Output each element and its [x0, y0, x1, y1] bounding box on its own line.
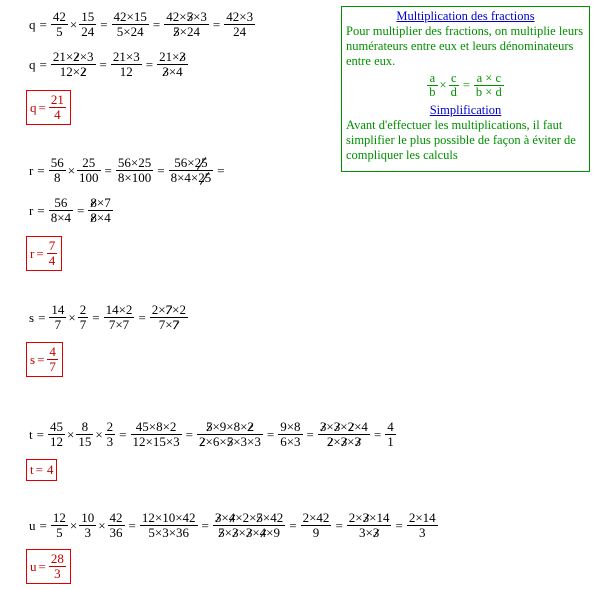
fraction: $\frac{4}{1}$ [387, 419, 394, 449]
q-result-box: q = $\frac{21}{4}$ [26, 90, 71, 125]
fraction: $\frac{15}{24}$ [81, 9, 95, 39]
fraction-cancelled: $\frac{8\times 7}{8\times 4}$ [90, 195, 111, 225]
fraction: $\frac{9\times 8}{6\times 3}$ [280, 419, 301, 449]
result-fraction: $\frac{21}{4}$ [50, 92, 64, 122]
t-line-1: t = $\frac{45}{12}$ × $\frac{8}{15}$ × $\frac{2}{3}$ = $\frac{45\times 8\times 2}{12\times 15\times 3}$ = $\frac{5\times 9\times 8\times 2}{2\times 6\times 5\times 3\times 3}$ = $\frac{9\times 8}{6\times 3}$ = $\frac{3\times 3\times 2\times 4}{2\times 3\times 3}$ = $\frac{4}{1}$ [29, 419, 394, 449]
fraction: $\frac{42}{5}$ [52, 9, 66, 39]
fraction-cancelled: $\frac{2\times 7\times 2}{7\times 7}$ [151, 302, 186, 332]
fraction-cancelled: $\frac{3\times 3\times 2\times 4}{2\times 3\times 3}$ [319, 419, 368, 449]
fraction-cancelled: $\frac{5\times 9\times 8\times 2}{2\times 6\times 5\times 3\times 3}$ [199, 419, 261, 449]
var-q: q [29, 17, 36, 32]
s-result-box: s = $\frac{4}{7}$ [26, 342, 63, 377]
fraction: $\frac{56}{8\times 4}$ [50, 195, 72, 225]
result-fraction: $\frac{7}{4}$ [48, 238, 56, 268]
q-line-1: q = $\frac{42}{5}$ × $\frac{15}{24}$ = $\frac{42\times 15}{5\times 24}$ = $\frac{42\times 5\times 3}{5\times 24}$ = $\frac{42\times 3}{24}$ [29, 9, 254, 39]
fraction: $\frac{21\times 3}{12}$ [112, 49, 140, 79]
multiplication-heading: Multiplication des fractions [396, 9, 535, 23]
fraction-cancelled: $\frac{56\times 25}{8\times 4\times 25}$ [170, 155, 212, 185]
fraction: $\frac{42\times 15}{5\times 24}$ [113, 9, 147, 39]
fraction-cancelled: $\frac{42\times 5\times 3}{5\times 24}$ [166, 9, 207, 39]
result-value: 4 [46, 462, 54, 477]
fraction-cancelled: $\frac{3\times 4\times 2\times 5\times 42}{5\times 3\times 3\times 4\times 9}$ [214, 510, 284, 540]
multiplication-text: Pour multiplier des fractions, on multiplie leurs numérateurs entre eux et leurs dénominateurs entre eux. [346, 24, 584, 68]
fraction: $\frac{2}{3}$ [106, 419, 114, 449]
fraction-cancelled: $\frac{21\times 3}{3\times 4}$ [159, 49, 186, 79]
fraction: $\frac{10}{3}$ [81, 510, 95, 540]
fraction: $\frac{2\times 42}{9}$ [302, 510, 330, 540]
s-line-1: s = $\frac{14}{7}$ × $\frac{2}{7}$ = $\frac{14\times 2}{7\times 7}$ = $\frac{2\times 7\times 2}{7\times 7}$ [29, 302, 186, 332]
result-fraction: $\frac{28}{3}$ [50, 551, 64, 581]
fraction: $\frac{8}{15}$ [78, 419, 92, 449]
fraction: $\frac{56\times 25}{8\times 100}$ [117, 155, 152, 185]
u-result-box: u = $\frac{28}{3}$ [26, 549, 71, 584]
t-result-box: t = 4 [26, 459, 57, 481]
r-result-box: r = $\frac{7}{4}$ [26, 236, 62, 271]
fraction: $\frac{2\times 14}{3}$ [408, 510, 436, 540]
rules-info-box [341, 6, 590, 172]
fraction: $\frac{42}{36}$ [109, 510, 123, 540]
u-line-1: u = $\frac{12}{5}$ × $\frac{10}{3}$ × $\frac{42}{36}$ = $\frac{12\times 10\times 42}{5\times 3\times 36}$ = $\frac{3\times 4\times 2\times 5\times 42}{5\times 3\times 3\times 4\times 9}$ = $\frac{2\times 42}{9}$ = $\frac{2\times 3\times 14}{3\times 3}$ = $\frac{2\times 14}{3}$ [29, 510, 436, 540]
result-fraction: $\frac{4}{7}$ [49, 344, 56, 374]
multiplication-formula: $\frac{a}{b}$ × $\frac{c}{d}$ = $\frac{a \times c}{b \times d}$ [429, 71, 502, 99]
fraction: $\frac{2}{7}$ [79, 302, 87, 332]
fraction: $\frac{14}{7}$ [51, 302, 65, 332]
fraction: $\frac{12}{5}$ [52, 510, 66, 540]
q-line-2: q = $\frac{21\times 2\times 3}{12\times 2}$ = $\frac{21\times 3}{12}$ = $\frac{21\times 3}{3\times 4}$ [29, 49, 186, 79]
fraction-cancelled: $\frac{2\times 3\times 14}{3\times 3}$ [348, 510, 390, 540]
fraction: $\frac{42\times 3}{24}$ [226, 9, 254, 39]
r-line-2: r = $\frac{56}{8\times 4}$ = $\frac{8\times 7}{8\times 4}$ [29, 195, 111, 225]
r-line-1: r = $\frac{56}{8}$ × $\frac{25}{100}$ = $\frac{56\times 25}{8\times 100}$ = $\frac{56\times 25}{8\times 4\times 25}$ = [29, 155, 225, 185]
fraction: $\frac{14\times 2}{7\times 7}$ [105, 302, 133, 332]
fraction: $\frac{56}{8}$ [50, 155, 64, 185]
fraction: $\frac{25}{100}$ [79, 155, 99, 185]
simplification-heading: Simplification [429, 103, 502, 117]
fraction-cancelled: $\frac{21\times 2\times 3}{12\times 2}$ [52, 49, 94, 79]
fraction: $\frac{12\times 10\times 42}{5\times 3\times 36}$ [141, 510, 196, 540]
fraction: $\frac{45\times 8\times 2}{12\times 15\times 3}$ [132, 419, 180, 449]
fraction: $\frac{45}{12}$ [49, 419, 63, 449]
simplification-text: Avant d'effectuer les multiplications, il faut simplifier le plus possible de façon à éviter de compliquer les calculs [346, 118, 576, 162]
